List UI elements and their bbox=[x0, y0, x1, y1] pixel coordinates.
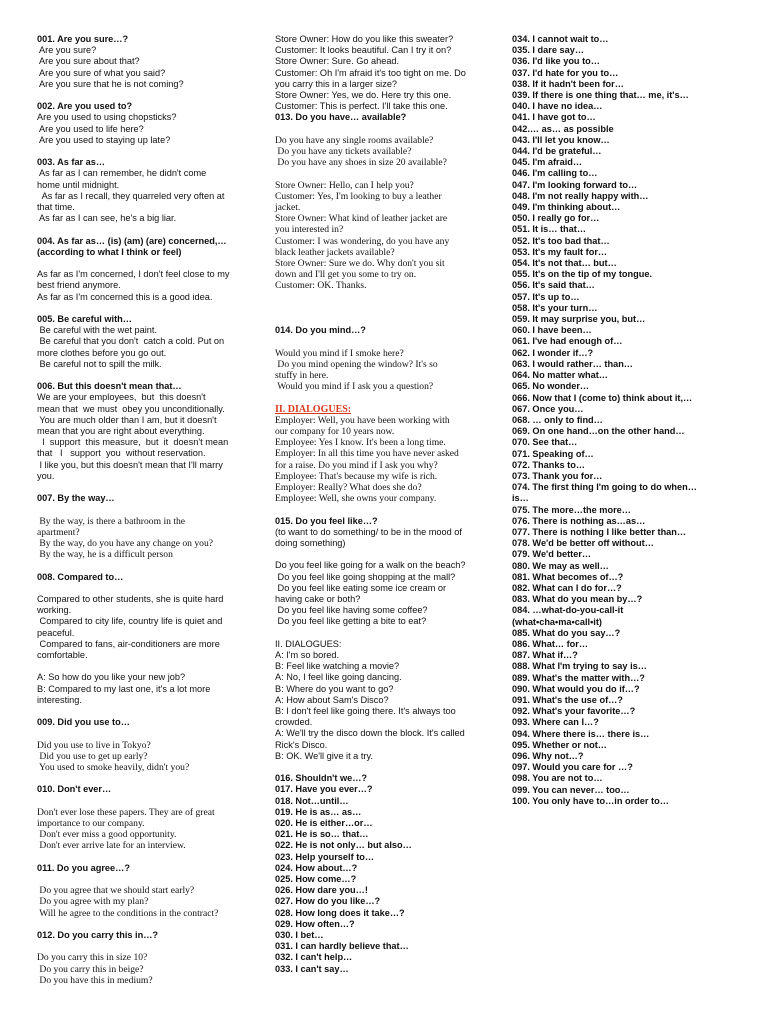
text-line: Do you carry this in beige? bbox=[37, 963, 144, 975]
text-line: II. DIALOGUES: bbox=[275, 638, 342, 649]
pattern-heading: 022. He is not only… but also… bbox=[275, 840, 412, 851]
text-line: As far as I can see, he's a big liar. bbox=[37, 213, 177, 224]
pattern-heading: 093. Where can I…? bbox=[512, 717, 599, 728]
text-line: that I support you without reservation. bbox=[37, 448, 206, 459]
pattern-heading: 038. If it hadn't been for… bbox=[512, 78, 624, 89]
pattern-heading: 065. No wonder… bbox=[512, 381, 590, 392]
text-line: working. bbox=[37, 605, 72, 616]
text-line: Customer: I was wondering, do you have any bbox=[275, 235, 450, 247]
text-line: Do you feel like going for a walk on the beach? bbox=[275, 560, 466, 571]
text-line: Are you sure? bbox=[37, 45, 97, 56]
pattern-heading: 039. If there is one thing that… me, it's… bbox=[512, 90, 689, 101]
text-line: A: We'll try the disco down the block. It's called bbox=[275, 728, 465, 739]
pattern-heading: 089. What's the matter with…? bbox=[512, 672, 645, 683]
line-spacer bbox=[37, 874, 262, 885]
text-line: stuffy in here. bbox=[275, 370, 329, 381]
pattern-heading: 009. Did you use to… bbox=[37, 717, 130, 728]
text-line: Employer: Well, you have been working with bbox=[275, 414, 450, 426]
pattern-heading: 030. I bet… bbox=[275, 930, 324, 941]
pattern-heading: 059. It may surprise you, but… bbox=[512, 314, 646, 325]
text-line: B: Compared to my last one, it's a lot more bbox=[37, 683, 211, 694]
text-line: I support this measure, but it doesn't mean bbox=[37, 437, 229, 448]
pattern-heading: 042.… as… as possible bbox=[512, 123, 614, 134]
pattern-heading: 046. I'm calling to… bbox=[512, 168, 598, 179]
pattern-heading: 035. I dare say… bbox=[512, 45, 585, 56]
pattern-heading: (what•cha•ma•call•it) bbox=[512, 616, 602, 627]
text-line: Do you have any tickets available? bbox=[275, 146, 412, 158]
pattern-heading: 070. See that… bbox=[512, 437, 578, 448]
pattern-heading: 084. …what-do-you-call-it bbox=[512, 605, 624, 616]
text-line: As far as I'm concerned this is a good idea. bbox=[37, 291, 213, 302]
pattern-heading: 028. How long does it take…? bbox=[275, 907, 405, 918]
text-line: Don't ever miss a good opportunity. bbox=[37, 829, 177, 841]
text-line: Are you used to staying up late? bbox=[37, 134, 171, 145]
text-line: Customer: It looks beautiful. Can I try it on? bbox=[275, 45, 452, 56]
text-line: As far as I can remember, he didn't come bbox=[37, 168, 207, 179]
text-line: Do you have this in medium? bbox=[37, 974, 153, 986]
text-line: Do you feel like eating some ice cream or bbox=[275, 582, 447, 593]
pattern-heading: 067. Once you… bbox=[512, 403, 584, 414]
text-line: B: I don't feel like going there. It's always too bbox=[275, 706, 456, 717]
pattern-heading: 051. It is… that… bbox=[512, 224, 587, 235]
pattern-heading: 026. How dare you…! bbox=[275, 885, 368, 896]
text-line: Customer: Yes, I'm looking to buy a leather bbox=[275, 190, 442, 202]
pattern-heading: 048. I'm not really happy with… bbox=[512, 190, 649, 201]
pattern-heading: 043. I'll let you know… bbox=[512, 134, 610, 145]
text-line: jacket. bbox=[275, 202, 301, 214]
pattern-heading: 060. I have been… bbox=[512, 325, 592, 336]
text-line: down and I'll get you some to try on. bbox=[275, 269, 417, 281]
text-line: Customer: This is perfect. I'll take this one. bbox=[275, 101, 448, 112]
text-line: Are you sure that he is not coming? bbox=[37, 78, 184, 89]
pattern-heading: 074. The first thing I'm going to do when… bbox=[512, 482, 697, 493]
text-line: best friend anymore. bbox=[37, 280, 121, 291]
line-spacer bbox=[37, 661, 262, 672]
line-spacer bbox=[275, 549, 500, 560]
pattern-heading: 077. There is nothing I like better than… bbox=[512, 526, 687, 537]
line-spacer bbox=[37, 504, 262, 515]
pattern-heading: 090. What would you do if…? bbox=[512, 683, 640, 694]
pattern-heading: 011. Do you agree…? bbox=[37, 862, 130, 873]
text-line: Store Owner: How do you like this sweater? bbox=[275, 34, 454, 44]
pattern-heading: 071. Speaking of… bbox=[512, 448, 594, 459]
text-line: that time. bbox=[37, 202, 75, 213]
text-line: Are you used to using chopsticks? bbox=[37, 112, 177, 123]
column-right bbox=[512, 34, 737, 807]
text-line: Are you sure about that? bbox=[37, 56, 140, 67]
pattern-heading: 049. I'm thinking about… bbox=[512, 202, 621, 213]
text-line: interesting. bbox=[37, 694, 82, 705]
text-line: Don't ever arrive late for an interview. bbox=[37, 840, 186, 852]
pattern-heading: 055. It's on the tip of my tongue. bbox=[512, 269, 653, 280]
pattern-heading: 045. I'm afraid… bbox=[512, 157, 583, 168]
text-line: Employee: Well, she owns your company. bbox=[275, 493, 437, 505]
text-line: our company for 10 years now. bbox=[275, 426, 395, 437]
pattern-heading: 002. Are you used to? bbox=[37, 101, 133, 112]
text-line: Don't ever lose these papers. They are of great bbox=[37, 806, 215, 818]
pattern-heading: 040. I have no idea… bbox=[512, 101, 603, 112]
text-line: having cake or both? bbox=[275, 594, 361, 605]
pattern-heading: 081. What becomes of…? bbox=[512, 571, 624, 582]
line-spacer bbox=[37, 258, 262, 269]
text-line: Do you feel like going shopping at the mall? bbox=[275, 571, 456, 582]
pattern-heading: 094. Where there is… there is… bbox=[512, 728, 650, 739]
pattern-heading: 015. Do you feel like…? bbox=[275, 515, 378, 526]
pattern-heading: 076. There is nothing as…as… bbox=[512, 515, 646, 526]
text-line: Compared to city life, country life is quiet and bbox=[37, 616, 223, 627]
pattern-heading: 088. What I'm trying to say is… bbox=[512, 661, 647, 672]
text-line: Did you use to get up early? bbox=[37, 750, 148, 762]
line-spacer bbox=[275, 168, 500, 179]
pattern-heading: 078. We'd be better off without… bbox=[512, 538, 654, 549]
text-line: Do you feel like having some coffee? bbox=[275, 605, 428, 616]
pattern-heading: 061. I've had enough of… bbox=[512, 336, 623, 347]
pattern-heading: 056. It's said that… bbox=[512, 280, 595, 291]
text-line: Be careful with the wet paint. bbox=[37, 325, 158, 336]
pattern-heading: (according to what I think or feel) bbox=[37, 246, 182, 257]
text-line: importance to our company. bbox=[37, 817, 145, 829]
pattern-heading: 041. I have got to… bbox=[512, 112, 596, 123]
pattern-heading: 064. No matter what… bbox=[512, 370, 608, 381]
line-spacer bbox=[37, 224, 262, 235]
pattern-heading: 083. What do you mean by…? bbox=[512, 594, 643, 605]
pattern-heading: 097. Would you care for …? bbox=[512, 762, 633, 773]
text-line: black leather jackets available? bbox=[275, 246, 395, 258]
line-spacer bbox=[37, 303, 262, 314]
text-line: Do you agree with my plan? bbox=[37, 896, 149, 908]
line-spacer bbox=[275, 303, 500, 314]
line-spacer bbox=[37, 941, 262, 952]
text-line: Compared to fans, air-conditioners are more bbox=[37, 638, 220, 649]
text-line: Do you agree that we should start early? bbox=[37, 885, 195, 897]
pattern-heading: 069. On one hand…on the other hand… bbox=[512, 426, 685, 437]
text-line: A: No, I feel like going dancing. bbox=[275, 672, 402, 683]
pattern-heading: 016. Shouldn't we…? bbox=[275, 773, 368, 784]
text-line: Would you mind if I ask you a question? bbox=[275, 381, 434, 393]
text-line: B: Where do you want to go? bbox=[275, 683, 394, 694]
pattern-heading: 023. Help yourself to… bbox=[275, 851, 375, 862]
pattern-heading: 012. Do you carry this in…? bbox=[37, 929, 159, 940]
text-line: You are much older than I am, but it doesn't bbox=[37, 414, 217, 425]
line-spacer bbox=[37, 146, 262, 157]
text-line: Customer: OK. Thanks. bbox=[275, 280, 367, 292]
pattern-heading: 005. Be careful with… bbox=[37, 314, 132, 324]
line-spacer bbox=[37, 773, 262, 784]
pattern-heading: 092. What's your favorite…? bbox=[512, 706, 636, 717]
pattern-heading: 047. I'm looking forward to… bbox=[512, 179, 638, 190]
pattern-heading: 033. I can't say… bbox=[275, 963, 349, 974]
text-line: Employer: In all this time you have never asked bbox=[275, 448, 459, 460]
line-spacer bbox=[37, 852, 262, 863]
pattern-heading: 096. Why not…? bbox=[512, 751, 584, 761]
text-line: Did you use to live in Tokyo? bbox=[37, 739, 151, 751]
pattern-heading: 029. How often…? bbox=[275, 918, 355, 929]
text-line: Do you mind opening the window? It's so bbox=[275, 358, 438, 370]
pattern-heading: 032. I can't help… bbox=[275, 952, 353, 963]
pattern-heading: 019. He is as… as… bbox=[275, 806, 362, 817]
text-line: Are you sure of what you said? bbox=[37, 67, 166, 78]
line-spacer bbox=[37, 796, 262, 807]
pattern-heading: 036. I'd like you to… bbox=[512, 56, 600, 67]
text-line: mean that you are right about everything. bbox=[37, 426, 205, 437]
text-line: crowded. bbox=[275, 717, 313, 728]
pattern-heading: 068. … only to find… bbox=[512, 414, 603, 425]
line-spacer bbox=[275, 762, 500, 773]
text-line: Customer: Oh I'm afraid it's too tight on me. Do bbox=[275, 67, 466, 78]
line-spacer bbox=[275, 314, 500, 325]
line-spacer bbox=[275, 392, 500, 403]
line-spacer bbox=[37, 728, 262, 739]
text-line: Store Owner: Yes, we do. Here try this one. bbox=[275, 90, 452, 101]
pattern-heading: 007. By the way… bbox=[37, 493, 115, 504]
text-line: By the way, he is a difficult person bbox=[37, 549, 173, 561]
pattern-heading: 050. I really go for… bbox=[512, 213, 600, 224]
pattern-heading: 021. He is so… that… bbox=[275, 829, 369, 840]
text-line: home until midnight. bbox=[37, 179, 120, 190]
column-left bbox=[37, 34, 262, 986]
pattern-heading: 006. But this doesn't mean that… bbox=[37, 381, 182, 392]
pattern-heading: 079. We'd better… bbox=[512, 549, 592, 560]
text-line: By the way, do you have any change on you? bbox=[37, 538, 214, 550]
text-line: Do you carry this in size 10? bbox=[37, 952, 148, 964]
pattern-heading: 010. Don't ever… bbox=[37, 784, 112, 795]
pattern-heading: 075. The more…the more… bbox=[512, 504, 631, 515]
pattern-heading: 057. It's up to… bbox=[512, 291, 580, 302]
text-line: B: Feel like watching a movie? bbox=[275, 661, 400, 672]
pattern-heading: 018. Not…until… bbox=[275, 795, 349, 806]
line-spacer bbox=[275, 628, 500, 639]
text-line: Do you have any shoes in size 20 available? bbox=[275, 157, 447, 169]
text-line: Employee: Yes I know. It's been a long time. bbox=[275, 437, 446, 449]
text-line: you. bbox=[37, 470, 55, 481]
line-spacer bbox=[37, 560, 262, 571]
pattern-heading: 087. What if…? bbox=[512, 650, 578, 661]
text-line: A: So how do you like your new job? bbox=[37, 672, 186, 683]
pattern-heading: 025. How come…? bbox=[275, 874, 357, 885]
pattern-heading: 080. We may as well… bbox=[512, 560, 609, 571]
pattern-heading: 095. Whether or not… bbox=[512, 739, 607, 750]
column-middle bbox=[275, 34, 500, 975]
text-line: Employer: Really? What does she do? bbox=[275, 482, 422, 494]
text-line: more clothes before you go out. bbox=[37, 347, 167, 358]
pattern-heading: 013. Do you have… available? bbox=[275, 112, 407, 123]
pattern-heading: 073. Thank you for… bbox=[512, 470, 603, 481]
pattern-heading: 062. I wonder if…? bbox=[512, 347, 594, 358]
pattern-heading: 003. As far as… bbox=[37, 157, 106, 168]
text-line: You used to smoke heavily, didn't you? bbox=[37, 762, 190, 773]
pattern-heading: 054. It's not that… but… bbox=[512, 258, 617, 269]
pattern-heading: 100. You only have to…in order to… bbox=[512, 795, 669, 806]
text-line: peaceful. bbox=[37, 627, 75, 638]
pattern-heading: 024. How about…? bbox=[275, 862, 358, 873]
pattern-heading: 001. Are you sure…? bbox=[37, 34, 129, 44]
text-line: Rick's Disco. bbox=[275, 739, 328, 750]
text-line: comfortable. bbox=[37, 650, 88, 661]
pattern-heading: 053. It's my fault for… bbox=[512, 246, 608, 257]
line-spacer bbox=[37, 90, 262, 101]
text-line: mean that we must obey you unconditionally. bbox=[37, 403, 225, 414]
line-spacer bbox=[37, 583, 262, 594]
line-spacer bbox=[37, 370, 262, 381]
text-line: (to want to do something/ to be in the mood of bbox=[275, 526, 462, 537]
text-line: Store Owner: Hello, can I help you? bbox=[275, 179, 414, 191]
pattern-heading: 072. Thanks to… bbox=[512, 459, 586, 470]
pattern-heading: 020. He is either…or… bbox=[275, 818, 373, 829]
pattern-heading: 037. I'd hate for you to… bbox=[512, 67, 619, 78]
text-line: As far as I recall, they quarreled very often at bbox=[37, 190, 225, 201]
text-line: A: How about Sam's Disco? bbox=[275, 694, 389, 705]
line-spacer bbox=[275, 292, 500, 303]
text-line: Be careful that you don't catch a cold. Put on bbox=[37, 336, 225, 347]
text-line: you interested in? bbox=[275, 224, 344, 236]
text-line: Employee: That's because my wife is rich. bbox=[275, 470, 438, 482]
line-spacer bbox=[275, 336, 500, 347]
pattern-heading: 004. As far as… (is) (am) (are) concerned,… bbox=[37, 235, 227, 246]
text-line: Will he agree to the conditions in the contract? bbox=[37, 907, 219, 919]
line-spacer bbox=[37, 482, 262, 493]
pattern-heading: 017. Have you ever…? bbox=[275, 784, 373, 795]
text-line: Are you used to life here? bbox=[37, 123, 144, 134]
text-line: We are your employees, but this doesn't bbox=[37, 392, 206, 403]
pattern-heading: 008. Compared to… bbox=[37, 571, 124, 582]
pattern-heading: 082. What can I do for…? bbox=[512, 582, 622, 593]
pattern-heading: 034. I cannot wait to… bbox=[512, 34, 609, 44]
pattern-heading: 014. Do you mind…? bbox=[275, 325, 366, 336]
text-line: for a raise. Do you mind if I ask you why? bbox=[275, 459, 438, 471]
pattern-heading: is… bbox=[512, 493, 529, 504]
text-line: Store Owner: Sure we do. Why don't you sit bbox=[275, 258, 445, 270]
text-line: apartment? bbox=[37, 526, 80, 538]
pattern-heading: 052. It's too bad that… bbox=[512, 235, 610, 246]
line-spacer bbox=[37, 706, 262, 717]
text-line: you carry this in a larger size? bbox=[275, 78, 398, 89]
text-line: By the way, is there a bathroom in the bbox=[37, 515, 186, 527]
text-line: doing something) bbox=[275, 538, 346, 549]
text-line: Do you have any single rooms available? bbox=[275, 134, 434, 146]
pattern-heading: 063. I would rather… than… bbox=[512, 358, 633, 369]
line-spacer bbox=[275, 124, 500, 135]
pattern-heading: 044. I'd be grateful… bbox=[512, 146, 602, 157]
pattern-heading: 027. How do you like…? bbox=[275, 896, 381, 907]
pattern-heading: 066. Now that I (come to) think about it,… bbox=[512, 392, 693, 403]
text-line: Store Owner: Sure. Go ahead. bbox=[275, 56, 400, 67]
text-line: I like you, but this doesn't mean that I'll marry bbox=[37, 459, 223, 470]
text-line: Do you feel like getting a bite to eat? bbox=[275, 616, 427, 627]
pattern-heading: 098. You are not to… bbox=[512, 773, 603, 784]
pattern-heading: 058. It's your turn… bbox=[512, 302, 598, 313]
text-line: Store Owner: What kind of leather jacket are bbox=[275, 213, 448, 225]
text-line: Be careful not to spill the milk. bbox=[37, 358, 162, 369]
pattern-heading: 031. I can hardly believe that… bbox=[275, 941, 409, 952]
pattern-heading: 086. What… for… bbox=[512, 638, 589, 649]
section-heading: II. DIALOGUES: bbox=[275, 403, 352, 415]
pattern-heading: 091. What's the use of…? bbox=[512, 694, 623, 705]
text-line: B: OK. We'll give it a try. bbox=[275, 750, 373, 761]
pattern-heading: 085. What do you say…? bbox=[512, 627, 621, 638]
text-line: Would you mind if I smoke here? bbox=[275, 347, 404, 359]
text-line: A: I'm so bored. bbox=[275, 650, 340, 661]
text-line: Compared to other students, she is quite hard bbox=[37, 594, 224, 604]
pattern-heading: 099. You can never… too… bbox=[512, 784, 630, 795]
text-line: As far as I'm concerned, I don't feel close to my bbox=[37, 269, 230, 280]
line-spacer bbox=[37, 919, 262, 930]
line-spacer bbox=[275, 504, 500, 515]
